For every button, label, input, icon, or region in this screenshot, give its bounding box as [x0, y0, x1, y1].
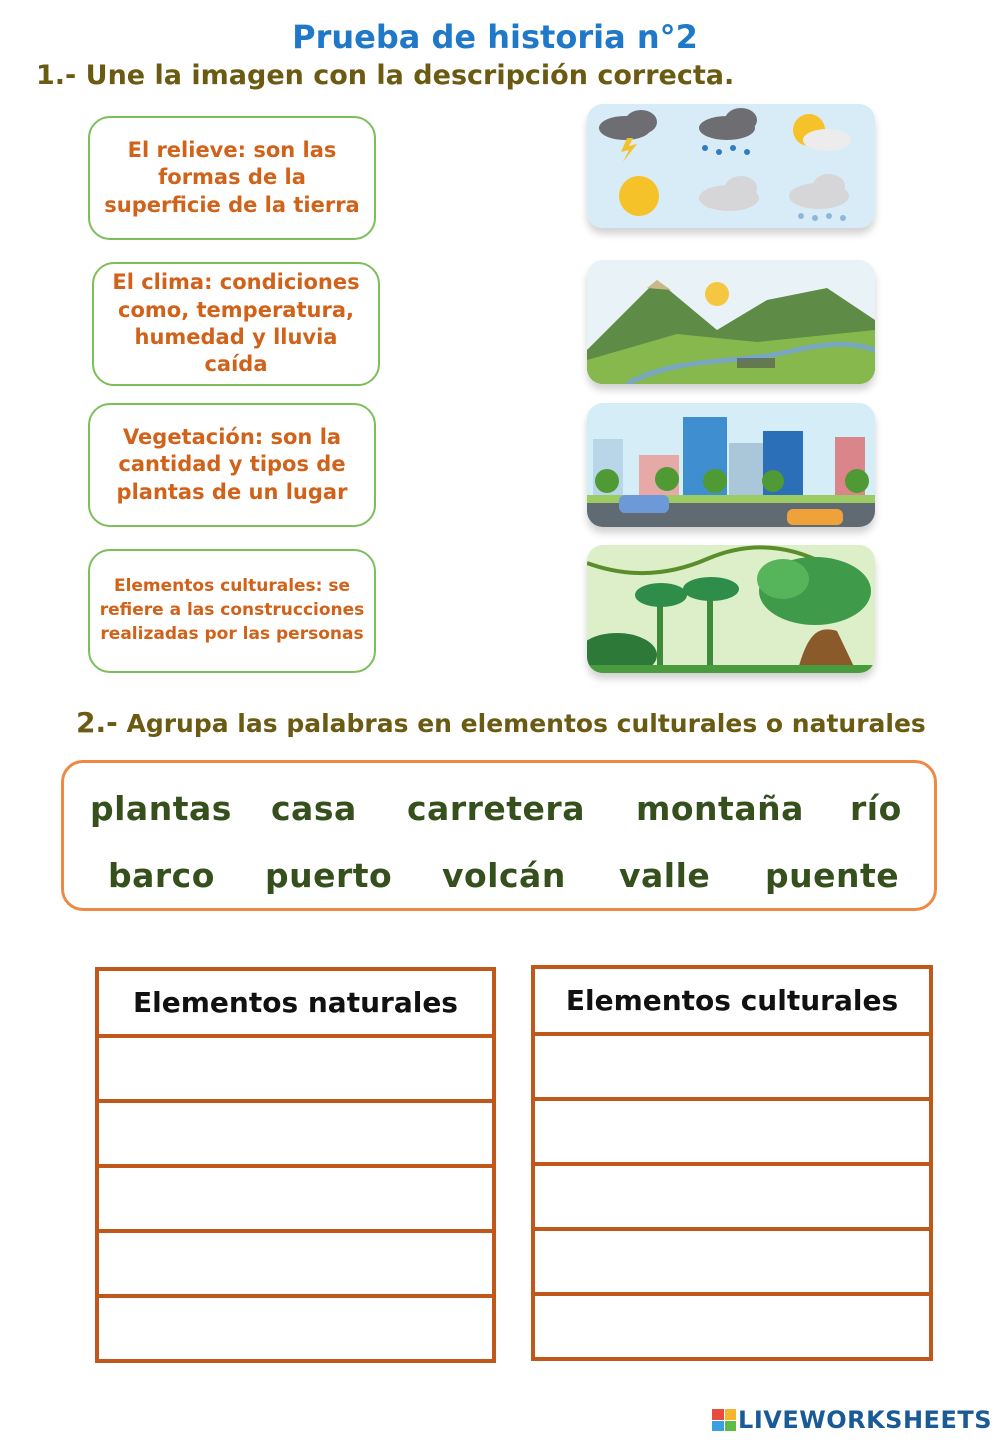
description-text: El clima: condiciones como, temperatura, humedad y lluvia caída — [112, 270, 360, 377]
cultural-elements-table — [531, 965, 933, 1361]
description-text: El relieve: son las formas de la superficie de la tierra — [104, 138, 360, 217]
answer-cell[interactable] — [99, 1298, 492, 1363]
answer-cell[interactable] — [99, 1038, 492, 1103]
word-item[interactable]: valle — [619, 856, 711, 895]
answer-cell[interactable] — [99, 1233, 492, 1298]
description-text: Vegetación: son la cantidad y tipos de plantas de un lugar — [116, 425, 348, 504]
logo-square — [712, 1421, 724, 1432]
word-item[interactable]: puente — [765, 856, 900, 895]
word-item[interactable]: plantas — [90, 789, 232, 828]
answer-cell[interactable] — [535, 1296, 929, 1361]
jungle-vegetation-image[interactable] — [587, 545, 875, 673]
word-item[interactable]: casa — [271, 789, 357, 828]
question-2-text: Agrupa las palabras en elementos culturales o naturales — [126, 709, 926, 738]
answer-cell[interactable] — [535, 1101, 929, 1166]
question-2-number: 2.- — [76, 706, 118, 739]
answer-cell[interactable] — [99, 1103, 492, 1168]
answer-cell[interactable] — [535, 1036, 929, 1101]
brand-text: LIVEWORKSHEETS — [738, 1406, 992, 1434]
word-bank — [61, 760, 937, 911]
question-1: 1.- Une la imagen con la descripción correcta. — [36, 60, 735, 91]
word-item[interactable]: río — [850, 789, 902, 828]
question-2 — [76, 706, 926, 739]
weather-icons-image[interactable] — [587, 104, 875, 228]
description-text: Elementos culturales: se refiere a las construcciones realizadas por las personas — [99, 576, 365, 644]
liveworksheets-logo-icon — [712, 1409, 736, 1431]
logo-square — [725, 1409, 737, 1420]
city-buildings-image[interactable] — [587, 403, 875, 527]
answer-cell[interactable] — [535, 1166, 929, 1231]
word-item[interactable]: puerto — [265, 856, 393, 895]
word-item[interactable]: barco — [108, 856, 215, 895]
liveworksheets-logo — [712, 1406, 992, 1434]
description-cultural[interactable] — [88, 549, 376, 673]
answer-cell[interactable] — [99, 1168, 492, 1233]
table-header: Elementos culturales — [535, 969, 929, 1036]
logo-square — [712, 1409, 724, 1420]
table-header: Elementos naturales — [99, 971, 492, 1038]
natural-elements-table — [95, 967, 496, 1363]
landscape-relief-image[interactable] — [587, 260, 875, 384]
description-vegetation[interactable] — [88, 403, 376, 527]
word-item[interactable]: volcán — [442, 856, 566, 895]
page-title: Prueba de historia n°2 — [292, 18, 698, 56]
answer-cell[interactable] — [535, 1231, 929, 1296]
word-item[interactable]: carretera — [407, 789, 585, 828]
description-climate[interactable] — [92, 262, 380, 386]
description-relief[interactable] — [88, 116, 376, 240]
logo-square — [725, 1421, 737, 1432]
word-item[interactable]: montaña — [636, 789, 804, 828]
